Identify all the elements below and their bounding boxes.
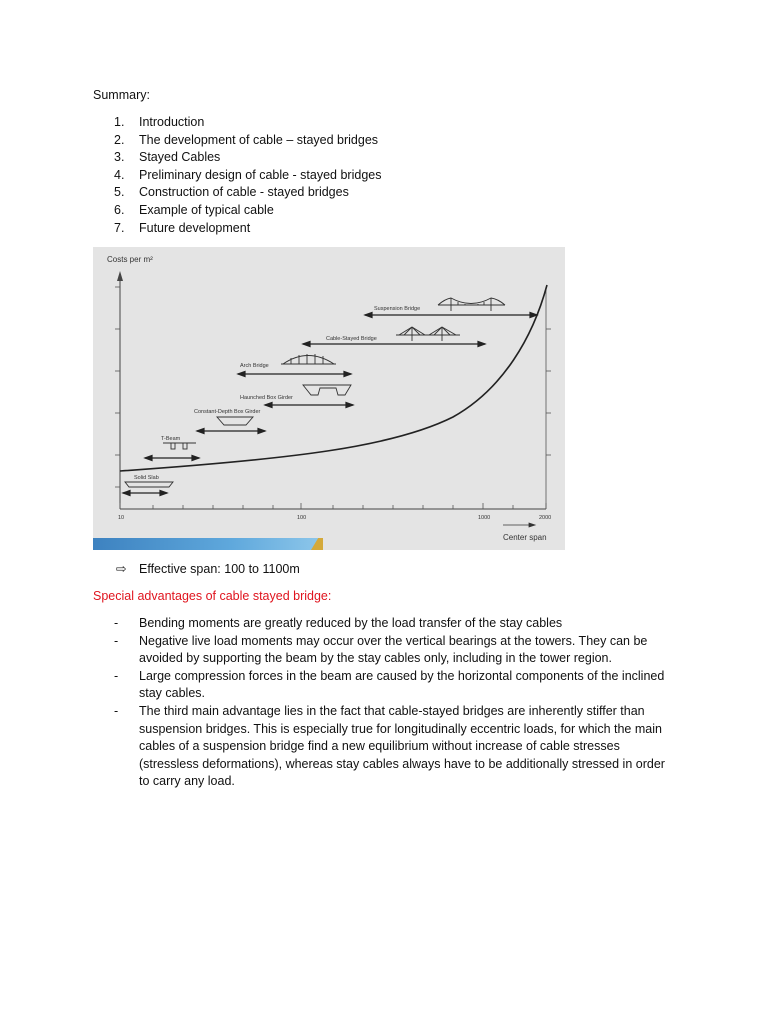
advantage-item — [114, 668, 674, 703]
x-direction-arrow — [503, 523, 535, 527]
item-number: 1. — [114, 115, 125, 129]
item-text: Future development — [139, 220, 251, 235]
advantages-list — [114, 615, 674, 791]
label-arch-bridge: Arch Bridge — [240, 363, 269, 369]
x-ticks — [120, 503, 546, 509]
item-text: Example of typical cable — [139, 202, 274, 217]
label-haunched-box-girder: Haunched Box Girder — [240, 395, 293, 401]
arrow-bullet-icon: ⇨ — [116, 562, 127, 576]
item-number: 7. — [114, 220, 125, 235]
dash-bullet: - — [114, 668, 119, 683]
decorative-blue-strip — [93, 538, 323, 550]
item-number: 6. — [114, 202, 125, 217]
summary-label: Summary: — [93, 88, 150, 102]
label-solid-slab: Solid Slab — [134, 475, 159, 481]
summary-item — [114, 149, 381, 167]
effective-span-line — [116, 561, 300, 576]
y-axis-arrow — [117, 271, 123, 281]
dash-bullet: - — [114, 703, 119, 718]
advantage-text: Bending moments are greatly reduced by the load transfer of the stay cables — [139, 616, 563, 630]
advantage-item — [114, 703, 674, 791]
bridge-labels — [134, 306, 420, 481]
advantage-item — [114, 633, 674, 668]
summary-item — [114, 202, 381, 220]
item-number: 3. — [114, 150, 125, 165]
summary-list — [114, 114, 381, 237]
item-text: Introduction — [139, 115, 205, 129]
summary-item — [114, 167, 381, 185]
cost-span-diagram — [93, 247, 565, 550]
x-tick-label: 10 — [118, 515, 125, 521]
item-number: 4. — [114, 167, 125, 182]
item-text: Construction of cable - stayed bridges — [139, 185, 349, 200]
x-tick-label: 100 — [297, 515, 307, 521]
x-tick-label: 1000 — [478, 515, 491, 521]
label-suspension-bridge: Suspension Bridge — [374, 306, 421, 312]
bridge-sketches — [125, 298, 505, 487]
summary-item — [114, 220, 381, 238]
advantage-text: Large compression forces in the beam are caused by the horizontal components of the inclined stay cables. — [139, 668, 665, 701]
x-tick-labels — [118, 515, 551, 521]
cost-span-figure — [93, 247, 565, 550]
dash-bullet: - — [114, 633, 119, 648]
x-axis-label: Center span — [503, 533, 547, 542]
summary-item — [114, 132, 381, 150]
summary-item — [114, 114, 381, 132]
advantage-text: Negative live load moments may occur over the vertical bearings at the towers. They can be avoided by supporting the beam by the stay cables only, including in the tower region. — [139, 633, 648, 666]
dash-bullet: - — [114, 616, 119, 630]
item-text: Preliminary design of cable - stayed bridges — [139, 167, 382, 182]
y-ticks — [115, 287, 551, 487]
x-tick-label: 2000 — [539, 515, 552, 521]
effective-span-text: Effective span: 100 to 1100m — [139, 562, 300, 576]
advantages-heading: Special advantages of cable stayed bridge: — [93, 589, 332, 603]
advantage-item — [114, 615, 674, 633]
summary-item — [114, 184, 381, 202]
item-number: 5. — [114, 185, 125, 200]
y-axis-label: Costs per m² — [107, 255, 153, 264]
label-constant-depth-box-girder: Constant-Depth Box Girder — [194, 409, 261, 415]
label-t-beam: T-Beam — [161, 436, 181, 442]
advantage-text: The third main advantage lies in the fact that cable-stayed bridges are inherently stiffer than suspension bridges. This is especially true for longitudinally eccentric loads, for which the main cables of a suspension bridge find a new equilibrium without increase of cable stresses (stressless deformations), whereas stay cables always have to be additionally stressed in order to carry any load. — [139, 703, 665, 789]
item-text: The development of cable – stayed bridges — [139, 132, 379, 147]
item-text: Stayed Cables — [139, 150, 221, 165]
item-number: 2. — [114, 132, 125, 147]
label-cable-stayed-bridge: Cable-Stayed Bridge — [326, 336, 377, 342]
